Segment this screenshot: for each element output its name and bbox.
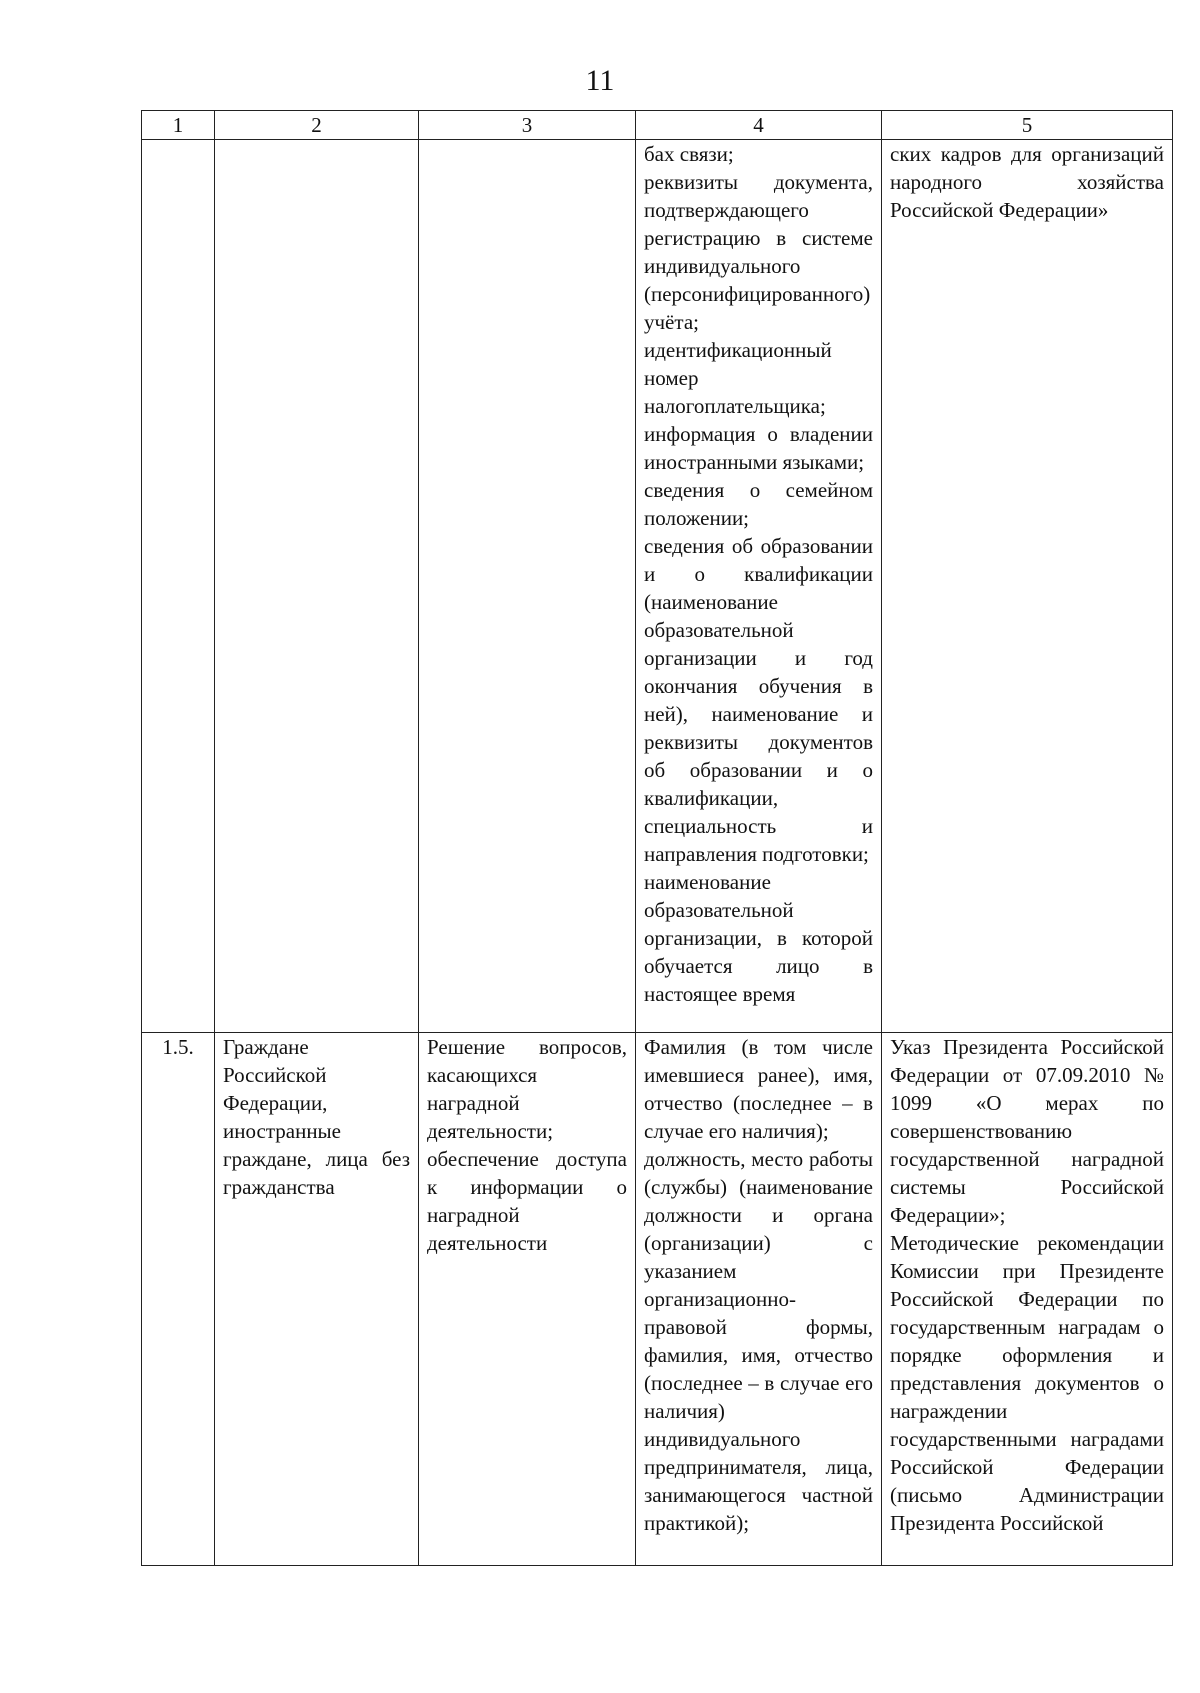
page-number: 11	[585, 64, 615, 97]
column-header-1: 1	[142, 111, 215, 140]
row-number-cell	[142, 1033, 215, 1566]
personal-data-list: бах связи; реквизиты документа, подтверждающего регистрацию в системе индивидуального (персонифицированного) учёта; идентификационный номер налогоплательщика; информация о владении иностранными языками; сведения о семейном положении; сведения об образовании и о квалификации (наименование образовательной организации и год окончания обучения в ней), наименование и реквизиты документов об образовании и о квалификации, специальность и направления подготовки; наименование образовательной организации, в которой обучается лицо в настоящее время	[644, 142, 873, 1006]
legal-basis: Указ Президента Российской Федерации от 07.09.2010 № 1099 «О мерах по совершенствованию государственной наградной системы Российской Федерации»; Методические рекомендации Комиссии при Президенте Российской Федерации по государственным наградам о порядке оформления и представления документов о награждении государственными наградами Российской Федерации (письмо Администрации Президента Российской	[890, 1035, 1164, 1535]
personal-data-list-cell	[636, 140, 882, 1033]
data-processing-table	[141, 110, 1173, 1566]
legal-basis: ских кадров для организаций народного хозяйства Российской Федерации»	[890, 142, 1164, 222]
processing-purpose-cell	[419, 140, 636, 1033]
legal-basis-cell	[882, 1033, 1173, 1566]
legal-basis-cell	[882, 140, 1173, 1033]
column-header-3: 3	[419, 111, 636, 140]
column-header-5: 5	[882, 111, 1173, 140]
subject-category-cell	[215, 140, 419, 1033]
personal-data-list: Фамилия (в том числе имевшиеся ранее), имя, отчество (последнее – в случае его наличия); должность, место работы (службы) (наименование должности и органа (организации) с указанием организационно-правовой формы, фамилия, имя, отчество (последнее – в случае его наличия) индивидуального предпринимателя, лица, занимающегося частной практикой);	[644, 1035, 873, 1535]
column-number-row	[142, 111, 1173, 140]
personal-data-list-cell	[636, 1033, 882, 1566]
processing-purpose: Решение вопросов, касающихся наградной деятельности; обеспечение доступа к информации о наградной деятельности	[427, 1035, 627, 1255]
row-number: 1.5.	[162, 1035, 194, 1059]
subject-category: Граждане Российской Федерации, иностранные граждане, лица без гражданства	[223, 1035, 410, 1199]
column-header-4: 4	[636, 111, 882, 140]
table-row-continued	[142, 140, 1173, 1033]
column-header-2: 2	[215, 111, 419, 140]
row-number-cell	[142, 140, 215, 1033]
table-row-1-5	[142, 1033, 1173, 1566]
subject-category-cell	[215, 1033, 419, 1566]
processing-purpose-cell	[419, 1033, 636, 1566]
